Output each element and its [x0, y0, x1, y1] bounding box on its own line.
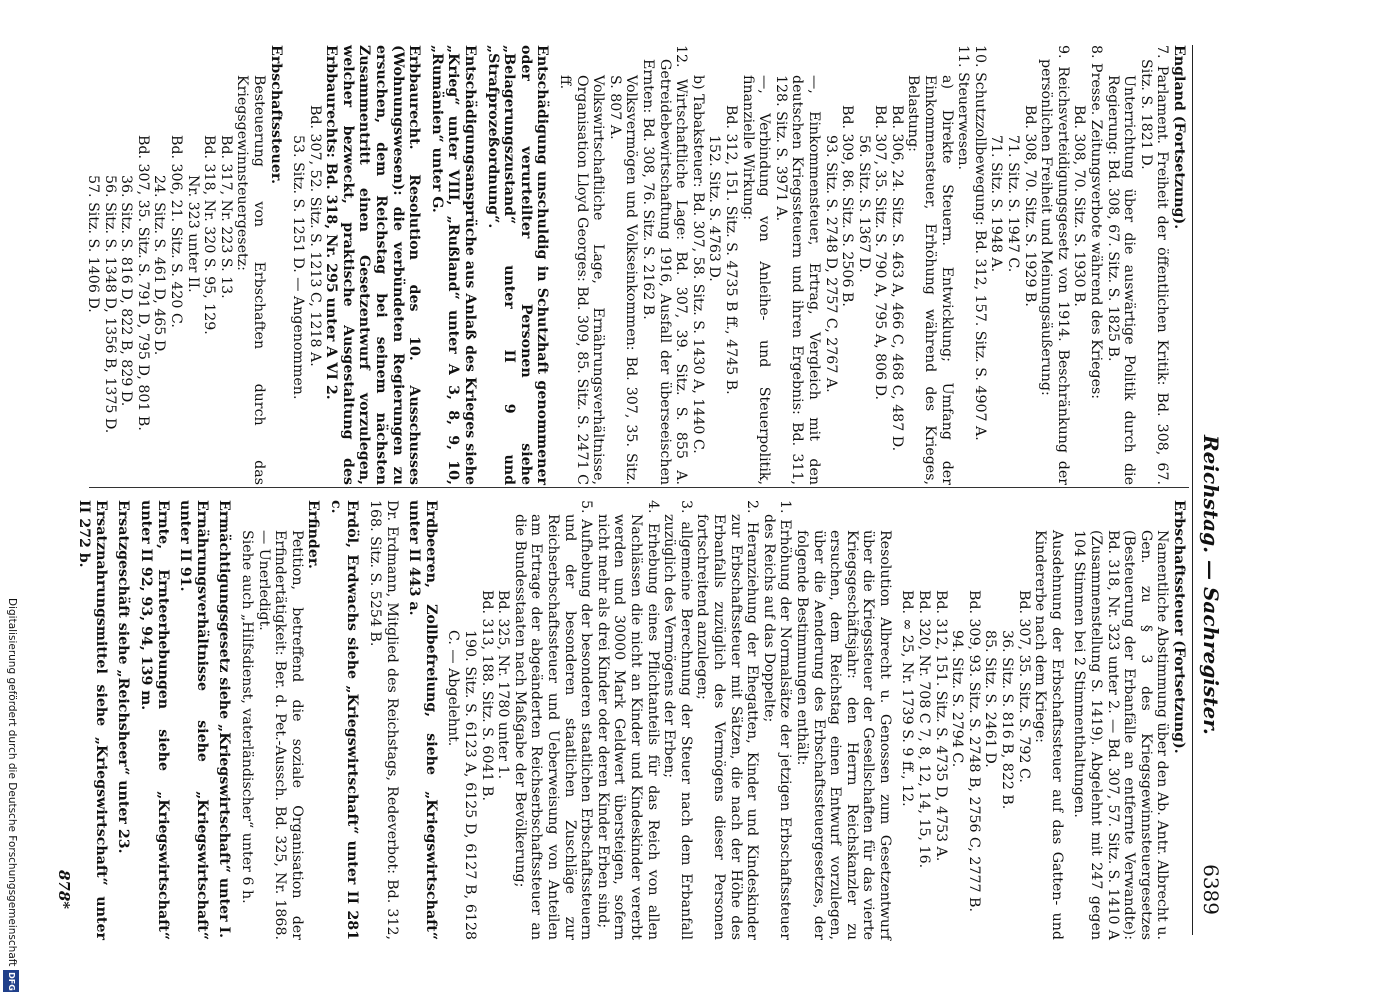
left-column: [85, 45, 1187, 485]
index-entry: Bd. 320, Nr. 708 C 7, 8, 12, 14, 15, 16.: [916, 590, 933, 869]
index-entry: Ausdehnung der Erbschaftssteuer auf das Gatten- und Kindererbe nach dem Kriege:: [1032, 530, 1065, 940]
index-entry: 2. Heranziehung der Ehegatten, Kinder und Kindeskinder zur Erbschaftssteuer mit Sätzen, die nach der Höhe des Erbanfalls zuzüglich des Vermögens dieser Personen fortschreitend anzulegen;: [694, 500, 761, 940]
index-entry: Bd. 307, 35. Sitz. S. 790 A, 795 A, 806 D.: [872, 105, 889, 401]
index-entry: 12. Wirtschaftliche Lage: Bd. 307, 39. Sitz. S. 855 A. Getreidebewirtschaftung 1916, Ausfall der überseeischen Ernten: Bd. 308, 76. Sitz. S. 2162 B.: [640, 45, 690, 485]
index-entry: 71. Sitz. S. 1947 C.: [1005, 135, 1022, 273]
index-entry: 56. Sitz. S. 1367 D.: [855, 135, 872, 273]
right-column: [76, 500, 1187, 940]
index-entry: Bd. 306, 24. Sitz. S. 463 A, 466 C, 468 C, 487 D.: [888, 105, 905, 452]
index-entry: Bd. 307, 35. Sitz. S. 792 C.: [1015, 590, 1032, 783]
index-heading: Ersatznahrungsmittel siehe „Kriegswirtschaft“ unter II 272 b.: [76, 500, 109, 940]
index-entry: Bd. 312, 151. Sitz. S. 4735 D, 4753 A.: [932, 590, 949, 862]
index-entry: 57. Sitz. S. 1406 D.: [85, 175, 101, 313]
index-entry: Bd. 307, 52. Sitz. S. 1213 C, 1218 A.: [306, 105, 323, 367]
index-entry: 7. Parlament. Freiheit der öffentlichen Kritik: Bd. 308, 67. Sitz. S. 1821 D.: [1137, 45, 1171, 485]
index-heading: Entschädigungsansprüche aus Anlaß des Krieges siehe „Krieg“ unter VIII, „Rußland“ unter A 3, 8, 9, 10, „Rumänien“ unter G.: [428, 45, 479, 485]
index-entry: 85. Sitz. S. 2461 D.: [982, 630, 999, 768]
signature-mark: 878*: [55, 870, 73, 910]
index-entry: Bd. 309, 93. Sitz. S. 2748 B, 2756 C, 2777 B.: [965, 590, 982, 912]
index-entry: 56. Sitz. S. 1348 D, 1356 B, 1375 D.: [101, 175, 118, 434]
index-entry: 190. Sitz. S. 6123 A, 6125 D, 6127 B, 6128 C. — Abgelehnt.: [445, 630, 479, 940]
digitization-notice: [2, 598, 20, 993]
header-rule: [1192, 45, 1193, 935]
index-entry: 94. Sitz. S. 2794 C.: [949, 630, 966, 768]
index-entry: Bd. 309, 86. Sitz. S. 2506 B.: [839, 105, 856, 307]
index-entry: 8. Presse. Zeitungsverbote während des Krieges:: [1088, 45, 1105, 400]
dfg-logo-icon: [3, 970, 19, 992]
index-entry: 24. Sitz. S. 461 D, 465 D.: [151, 175, 168, 356]
index-entry: Bd. 313, 188. Sitz. S. 6041 B.: [478, 590, 495, 801]
index-entry: Siehe auch „Hilfsdienst, vaterländischer“ unter 6 h.: [238, 530, 255, 904]
index-entry: Resolution Albrecht u. Genossen zum Gesetzentwurf über die Kriegssteuer der Gesellschaften für das vierte Kriegsgeschäftsjahr: den Herrn Reichskanzler zu ersuchen, dem Reichstag einen Entwurf vorzulegen, über die Aenderung des Erbschaftssteuergesetzes, der folgende Bestimmungen enthält:: [793, 530, 893, 940]
index-entry: Besteuerung von Erbschaften durch das Kriegsgewinnsteuergesetz:: [234, 75, 267, 485]
index-heading: Erbbaurecht. Resolution des 10. Ausschusses (Wohnungswesen): die verbündeten Regierungen zu ersuchen, dem Reichstag bei seinem nächsten Zusammentritt einen Gesetzentwurf vorzulegen, welcher bezweckt, praktische Ausgestaltung des Erbbaurechts: Bd. 318, Nr. 295 unter A VI 2.: [323, 45, 423, 485]
index-entry: 5. Aufhebung der besonderen staatlichen Erbschaftssteuern und der besonderen staatlichen Zuschläge zur Reichserbschaftssteuer und Ueberweisung von Anteilen am Ertrage der abgeänderten Reichserbschaftssteuer an die Bundesstaaten nach Maßgabe der Bevölkerung;: [511, 500, 595, 940]
index-heading: Erbschaftssteuer.: [267, 45, 284, 185]
index-entry: Nr. 323 unter II.: [184, 175, 201, 293]
index-entry: 152. Sitz. S. 4763 D.: [706, 135, 723, 282]
index-entry: Bd. 312, 151. Sitz. S. 4735 B ff., 4745 B.: [722, 105, 739, 395]
index-entry: 4. Erhebung eines Pflichtanteils für das Reich von allen Nachlässen die nicht an Kinder und Kindeskinder vererbt werden und 30000 Mark Geldwert übersteigen, sofern nicht mehr als drei Kinder oder deren Kinder Erben sind;: [594, 500, 661, 940]
index-entry: b) Tabaksteuer: Bd. 307, 58. Sitz. S. 1430 A, 1440 C.: [689, 75, 706, 454]
index-entry: Volksvermögen und Volkseinkommen: Bd. 307, 35. Sitz. S. 807 A.: [606, 75, 640, 485]
index-entry: 36. Sitz. S. 816 B, 822 B.: [999, 630, 1016, 810]
index-heading: Erdöl, Erdwachs siehe „Kriegswirtschaft“ unter II 281 c.: [327, 500, 361, 940]
index-entry: 11. Steuerwesen.: [955, 45, 972, 171]
index-entry: Unterrichtung über die auswärtige Politik durch die Regierung: Bd. 308, 67. Sitz. S. 1825 B.: [1104, 75, 1138, 485]
index-entry: Bd. 307, 35. Sitz. S. 791 D, 795 D, 801 B.: [134, 135, 151, 431]
index-entry: Volkswirtschaftliche Lage, Ernährungsverhältnisse, Organisation Lloyd Georges: Bd. 309, 85. Sitz. S. 2471 C ff.: [557, 75, 607, 485]
header-title: Reichstag. — Sachregister.: [1199, 435, 1223, 735]
index-heading: Entschädigung unschuldig in Schutzhaft genommener oder verurteilter Personen siehe „Belagerungszustand“ unter II 9 und „Strafprozeßordnung“.: [484, 45, 551, 485]
column-divider: [89, 487, 1189, 488]
page-header: [1195, 45, 1225, 915]
index-entry: Bd. 318, Nr. 320 S. 95, 129.: [201, 135, 218, 335]
rotated-page: [15, 0, 1285, 1000]
notice-text: Digitalisierung gefördert durch die Deutsche Forschungsgemeinschaft: [6, 598, 18, 967]
index-entry: a) Direkte Steuern. Entwicklung; Umfang der Einkommensteuer, Erhöhung während des Krieges, Belastung:: [905, 75, 955, 485]
index-entry: 53. Sitz. S. 1251 D. — Angenommen.: [290, 135, 307, 400]
page-number: 6389: [1199, 864, 1223, 915]
index-heading: Erfinder.: [305, 500, 322, 569]
index-heading: Erbschaftssteuer (Fortsetzung).: [1171, 500, 1187, 754]
index-entry: Petition, betreffend die soziale Organisation der Erfindertätigkeit: Ber. d. Pet.-Aussch. Bd. 325, Nr. 1868. — Unerledigt.: [255, 530, 305, 940]
index-heading: Ermächtigungsgesetz siehe „Kriegswirtschaft“ unter I.: [216, 500, 233, 939]
index-entry: 9. Reichsverteidigungsgesetz von 1914. Beschränkung der persönlichen Freiheit und Meinungsäußerung:: [1038, 45, 1071, 485]
index-entry: Bd. 308, 70. Sitz. S. 1929 B.: [1021, 105, 1038, 307]
index-entry: 71. Sitz. S. 1948 A.: [988, 135, 1005, 273]
index-entry: 1. Erhöhung der Normalsätze der jetzigen Erbschaftssteuer des Reichs auf das Doppelte;: [760, 500, 794, 940]
index-entry: —, Einkommensteuer, Ertrag, Vergleich mit den deutschen Kriegssteuern und ihren Ergebnis: Bd. 311, 128. Sitz. S. 3971 A.: [772, 75, 822, 485]
index-entry: Namentliche Abstimmung über den Ab. Antr. Albrecht u. Gen. zu § 3 des Kriegsgewinnsteuergesetzes (Besteuerung der Erbanfälle an entfernte Verwandte): Bd. 318, Nr. 323 unter 2. — Bd. 307, 57. Sitz. S. 1410 A (Zusammenstellung S. 1419). Abgelehnt mit 247 gegen 104 Stimmen bei 2 Stimmenthaltungen.: [1071, 530, 1171, 940]
index-heading: Erdbeeren, Zollbefreiung, siehe „Kriegswirtschaft“ unter II 443 a.: [406, 500, 439, 940]
index-heading: Ernährungsverhältnisse siehe „Kriegswirtschaft“ unter II 91.: [177, 500, 210, 940]
index-heading: Dr. Erdmann, Mitglied des Reichstags, Redeverbot: Bd. 312, 168. Sitz. S. 5254 B.: [367, 500, 400, 940]
index-entry: Bd. 317, Nr. 223 S. 13.: [217, 135, 234, 299]
index-entry: 10. Schutzzollbewegung: Bd. 312, 157. Sitz. S. 4907 A.: [971, 45, 988, 441]
index-heading: Ersatzgeschäft siehe „Reichsheer“ unter 23.: [115, 500, 132, 854]
index-entry: 36. Sitz. S. 816 D, 822 B, 829 D.: [118, 175, 135, 407]
index-entry: 93. Sitz. S. 2748 D, 2757 C, 2767 A.: [822, 135, 839, 393]
index-heading: Ernte, Ernteerhebungen siehe „Kriegswirtschaft“ unter II 92, 93, 94, 139 m.: [137, 500, 171, 940]
index-entry: Bd. ∞ 25, Nr. 1739 S. 9 ff., 12.: [899, 590, 916, 807]
index-entry: Bd. 308, 70. Sitz. S. 1930 B.: [1071, 105, 1088, 307]
index-entry: 3. allgemeine Berechnung der Steuer nach dem Erbanfall zuzüglich des Vermögens der Erben;: [661, 500, 694, 940]
index-entry: Bd. 325, Nr. 1780 unter 1.: [495, 590, 512, 780]
index-heading: England (Fortsetzung).: [1171, 45, 1187, 230]
logo-text: DFG: [6, 971, 16, 991]
index-entry: Bd. 306, 21. Sitz. S. 420 C.: [167, 135, 184, 328]
index-entry: —, Verbindung von Anleihe- und Steuerpolitik, finanzielle Wirkung:: [739, 75, 773, 485]
